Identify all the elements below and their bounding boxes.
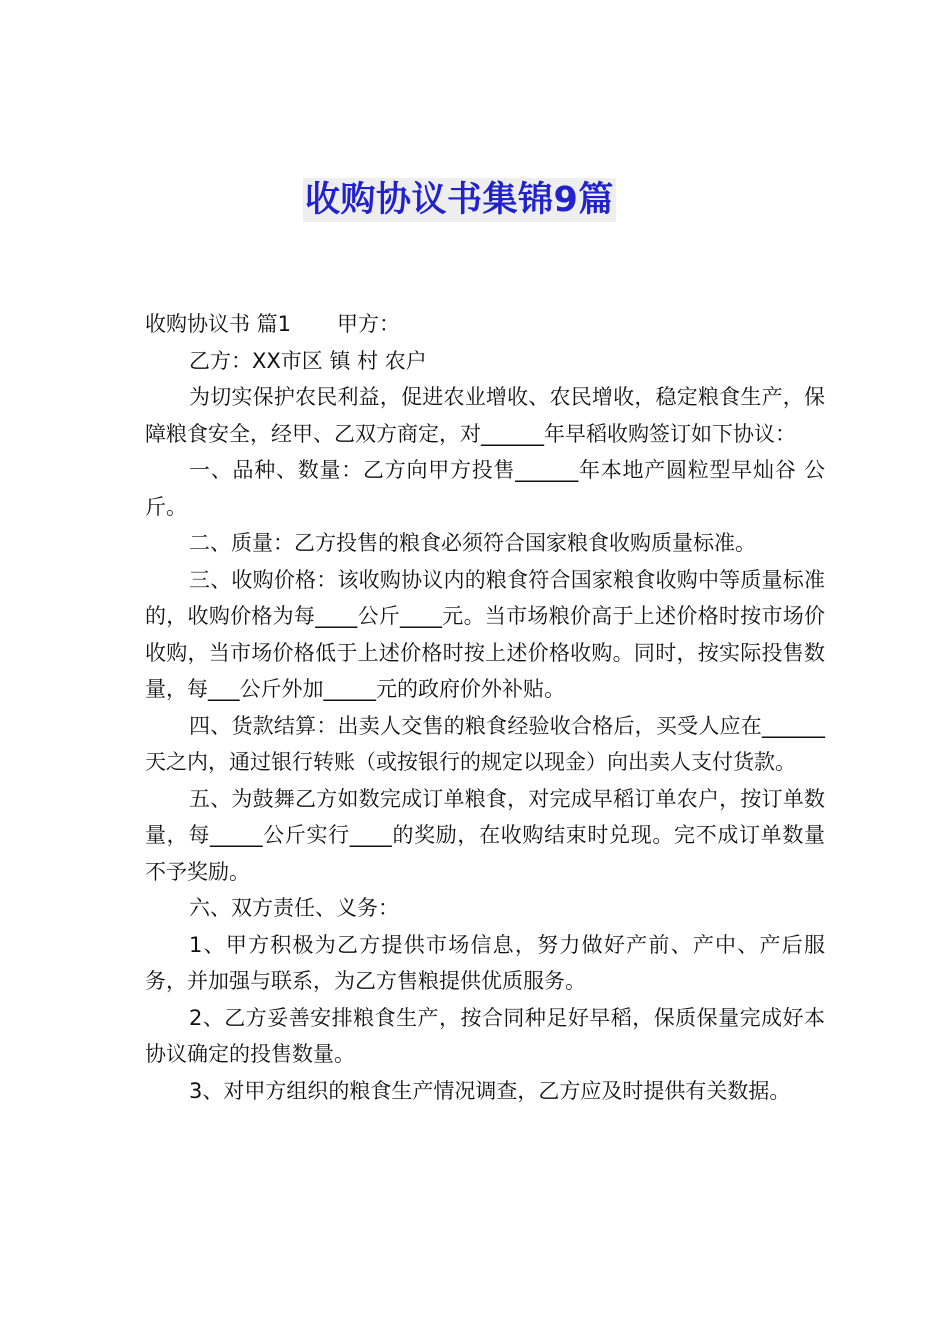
document-body — [145, 306, 825, 1109]
paragraph-party-b: 乙方：XX市区 镇 村 农户 — [189, 348, 427, 373]
paragraph-duty-1: 1、甲方积极为乙方提供市场信息，努力做好产前、产中、产后服务，并加强与联系，为乙方售粮提供优质服务。 — [145, 932, 825, 993]
paragraph-quality: 二、质量：乙方投售的粮食必须符合国家粮食收购质量标准。 — [189, 531, 756, 555]
section-header-line — [145, 306, 825, 343]
paragraph-preamble: 为切实保护农民利益，促进农业增收、农民增收，稳定粮食生产，保障粮食安全，经甲、乙双方商定，对______年早稻收购签订如下协议： — [145, 385, 825, 446]
paragraph-responsibilities-heading: 六、双方责任、义务： — [189, 896, 399, 920]
paragraph-payment: 四、货款结算：出卖人交售的粮食经验收合格后，买受人应在______天之内，通过银行转账（或按银行的规定以现金）向出卖人支付货款。 — [145, 713, 825, 774]
document-title: 收购协议书集锦9篇 — [305, 180, 614, 220]
party-a-label: 甲方： — [337, 312, 401, 336]
paragraph-duty-3: 3、对甲方组织的粮食生产情况调查，乙方应及时提供有关数据。 — [189, 1078, 791, 1103]
section-title: 收购协议书 篇1 — [145, 312, 292, 336]
paragraph-variety-quantity: 一、品种、数量：乙方向甲方投售______年本地产圆粒型早灿谷 公斤。 — [145, 458, 825, 519]
paragraph-reward: 五、为鼓舞乙方如数完成订单粮食，对完成早稻订单农户，按订单数量，每_____公斤实行____的奖励，在收购结束时兑现。完不成订单数量不予奖励。 — [145, 786, 825, 884]
paragraph-duty-2: 2、乙方妥善安排粮食生产，按合同种足好早稻，保质保量完成好本协议确定的投售数量。 — [145, 1005, 825, 1066]
paragraph-price: 三、收购价格：该收购协议内的粮食符合国家粮食收购中等质量标准的，收购价格为每____公斤____元。当市场粮价高于上述价格时按市场价收购，当市场价格低于上述价格时按上述价格收购。同时，按实际投售数量，每___公斤外加_____元的政府价外补贴。 — [145, 567, 825, 701]
